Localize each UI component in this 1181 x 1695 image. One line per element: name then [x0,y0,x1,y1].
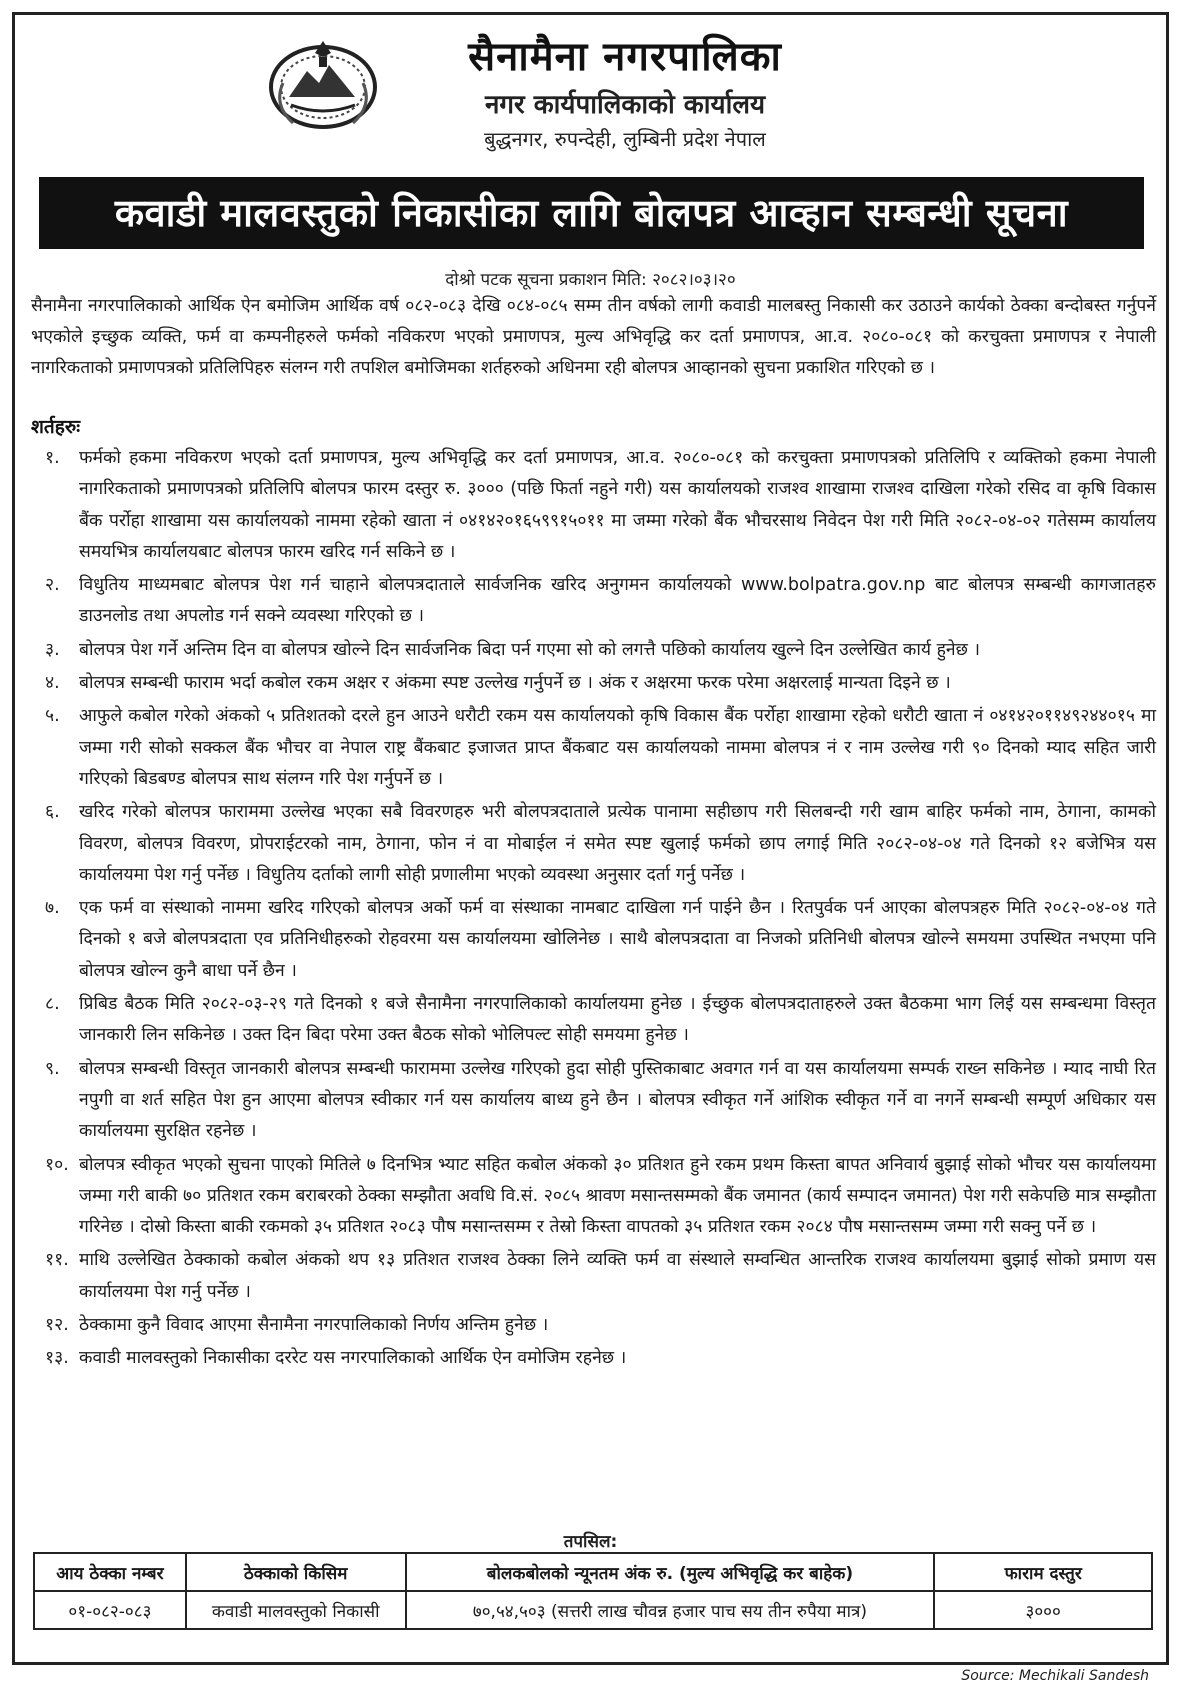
condition-item [31,443,1156,568]
nepal-government-emblem-icon [263,35,383,133]
condition-text: आफुले कबोल गरेको अंकको ५ प्रतिशतको दरले हुन आउने धरौटी रकम यस कार्यालयको कृषि विकास बैंक पर्रोहा शाखामा रहेको धरौटी खाता नं ०४१४२०११४९२४४०१५ मा जम्मा गरी सोको सक्कल बैंक भौचर वा नेपाल राष्ट्र बैंकबाट इजाजत प्राप्त बैंकबाट यस कार्यालयको नाममा बोलपत्र नं र नाम उल्लेख गरी ९० दिनको म्याद सहित जारी गरिएको बिडबण्ड बोलपत्र साथ संलग्न गरि पेश गर्नुपर्ने छ । [79,706,1156,789]
condition-number: ३. [45,639,60,660]
condition-number: ७. [45,898,60,919]
condition-item [31,1245,1156,1308]
condition-text: ठेक्कामा कुनै विवाद आएमा सैनामैना नगरपालिकाको निर्णय अन्तिम हुनेछ । [79,1315,549,1336]
condition-item [31,1310,1156,1341]
condition-item [31,1054,1156,1148]
notice-page [12,12,1169,1665]
condition-item [31,1150,1156,1244]
condition-number: ९. [45,1058,60,1079]
header [15,15,1166,173]
cell-minimum-bid: ७०,५४,५०३ (सत्तरी लाख चौवन्न हजार पाच सय तीन रुपैया मात्र) [406,1591,935,1629]
condition-text: बोलपत्र स्वीकृत भएको सुचना पाएको मितिले ७ दिनभित्र भ्याट सहित कबोल अंकको ३० प्रतिशत हुने रकम प्रथम किस्ता बापत अनिवार्य बुझाई सोको भौचर यस कार्यालयमा जम्मा गरी बाकी ७० प्रतिशत रकम बराबरको ठेक्का सम्झौता अवधि वि.सं. २०८५ श्रावण मसान्तसम्मको बैंक जमानत (कार्य सम्पादन जमानत) पेश गरी सकेपछि मात्र सम्झौता गरिनेछ । दोस्रो किस्ता बाकी रकमको ३५ प्रतिशत २०८३ पौष मसान्तसम्म र तेस्रो किस्ता वापतको ३५ प्रतिशत रकम २०८४ पौष मसान्तसम्म जम्मा गरी सक्नु पर्ने छ । [79,1154,1156,1238]
schedule-table [33,1552,1153,1630]
condition-text: फर्मको हकमा नविकरण भएको दर्ता प्रमाणपत्र, मुल्य अभिवृद्धि कर दर्ता प्रमाणपत्र, आ.व. २०८०-०८१ को करचुक्ता प्रमाणपत्रको प्रतिलिपि र व्यक्तिको हकमा नेपाली नागरिकताको प्रमाणपत्रको प्रतिलिपि बोलपत्र फारम दस्तुर रु. ३००० (पछि फिर्ता नहुने गरी) यस कार्यालयको राजश्व शाखामा राजश्व दाखिला गरेको रसिद वा कृषि विकास बैंक पर्रोहा शाखामा यस कार्यालयको नाममा रहेको खाता नं ०४१४२०१६५९९१५०११ मा जम्मा गरेको बैंक भौचरसाथ निवेदन पेश गरी मिति २०८२-०४-०२ गतेसम्म कार्यालय समयभित्र कार्यालयबाट बोलपत्र फारम खरिद गर्न सकिने छ । [79,448,1156,562]
condition-text: बोलपत्र पेश गर्ने अन्तिम दिन वा बोलपत्र खोल्ने दिन सार्वजनिक बिदा पर्न गएमा सो को लगत्तै पछिको कार्यालय खुल्ने दिन उल्लेखित कार्य हुनेछ । [79,639,981,660]
condition-number: ८. [45,994,60,1015]
conditions-list [31,443,1156,1377]
column-header-contract-number: आय ठेक्का नम्बर [34,1553,186,1591]
table-header-row [34,1553,1152,1591]
office-name: नगर कार्यपालिकाको कार्यालय [484,90,766,120]
condition-item [31,668,1156,699]
notice-title: कवाडी मालवस्तुको निकासीका लागि बोलपत्र आव्हान सम्बन्धी सूचना [39,177,1144,249]
intro-paragraph: सैनामैना नगरपालिकाको आर्थिक ऐन बमोजिम आर्थिक वर्ष ०८२-०८३ देखि ०८४-०८५ सम्म तीन वर्षको लागी कवाडी मालबस्तु निकासी कर उठाउने कार्यको ठेक्का बन्दोबस्त गर्नुपर्ने भएकोले इच्छुक व्यक्ति, फर्म वा कम्पनीहरुले फर्मको नविकरण भएको प्रमाणपत्र, मुल्य अभिवृद्धि कर दर्ता प्रमाणपत्र, आ.व. २०८०-०८१ को करचुक्ता प्रमाणपत्र र नेपाली नागरिकताको प्रमाणपत्रको प्रतिलिपिहरु संलग्न गरी तपशिल बमोजिमका शर्तहरुको अधिनमा रही बोलपत्र आव्हानको सुचना प्रकाशित गरिएको छ । [31,296,1156,378]
schedule-label: तपसिल: [563,1532,618,1552]
cell-contract-type: कवाडी मालवस्तुको निकासी [186,1591,406,1629]
publication-date: दोश्रो पटक सूचना प्रकाशन मिति: २०८२।०३।२० [445,270,736,290]
table-row [34,1591,1152,1629]
condition-number: ६. [45,802,60,823]
condition-text: माथि उल्लेखित ठेक्काको कबोल अंकको थप १३ प्रतिशत राजश्व ठेक्का लिने व्यक्ति फर्म वा संस्थाले सम्वन्धित आन्तरिक राजश्व कार्यालयमा बुझाई सोको प्रमाण यस कार्यालयमा पेश गर्नु पर्नेछ । [79,1250,1156,1302]
condition-item [31,701,1156,795]
condition-number: २. [45,575,60,596]
org-name: सैनामैना नगरपालिका [468,34,782,80]
condition-number: १. [45,448,60,468]
condition-item [31,989,1156,1052]
condition-number: ४. [45,673,60,694]
condition-text: खरिद गरेको बोलपत्र फाराममा उल्लेख भएका सबै विवरणहरु भरी बोलपत्रदाताले प्रत्येक पानामा सहीछाप गरी सिलबन्दी गरी खाम बाहिर फर्मको नाम, ठेगाना, कामको विवरण, बोलपत्र विवरण, प्रोपराईटरको नाम, ठेगाना, फोन नं वा मोबाईल नं समेत स्पष्ट खुलाई फर्मको छाप लगाई मिति २०८२-०४-०४ गते दिनको १२ बजेभित्र यस कार्यालयमा पेश गर्नु पर्नेछ । विधुतिय दर्ताको लागी सोही प्रणालीमा भएको व्यवस्था अनुसार दर्ता गर्नु पर्नेछ । [79,802,1156,885]
condition-text: प्रिबिड बैठक मिति २०८२-०३-२९ गते दिनको १ बजे सैनामैना नगरपालिकाको कार्यालयमा हुनेछ । ईच्छुक बोलपत्रदाताहरुले उक्त बैठकमा भाग लिई यस सम्बन्धमा विस्तृत जानकारी लिन सकिनेछ । उक्त दिन बिदा परेमा उक्त बैठक सोको भोलिपल्ट सोही समयमा हुनेछ । [79,994,1156,1046]
condition-text: विधुतिय माध्यमबाट बोलपत्र पेश गर्न चाहाने बोलपत्रदाताले सार्वजनिक खरिद अनुगमन कार्यालयको www.bolpatra.gov.np बाट बोलपत्र सम्बन्धी कागजातहरु डाउनलोड तथा अपलोड गर्न सक्ने व्यवस्था गरिएको छ । [79,575,1156,627]
column-header-contract-type: ठेक्काको किसिम [186,1553,406,1591]
condition-number: ५. [45,706,60,727]
condition-number: १०. [45,1154,69,1175]
conditions-heading: शर्तहरुः [31,416,81,438]
condition-item [31,1343,1156,1374]
column-header-form-fee: फाराम दस्तुर [934,1553,1152,1591]
condition-number: ११. [45,1250,69,1271]
condition-text: बोलपत्र सम्बन्धी फाराम भर्दा कबोल रकम अक्षर र अंकमा स्पष्ट उल्लेख गर्नुपर्ने छ । अंक र अक्षरमा फरक परेमा अक्षरलाई मान्यता दिइने छ । [79,673,951,694]
source-credit: Source: Mechikali Sandesh [961,1668,1149,1684]
condition-item [31,635,1156,666]
cell-form-fee: ३००० [934,1591,1152,1629]
condition-item [31,797,1156,891]
condition-item [31,570,1156,633]
condition-text: एक फर्म वा संस्थाको नाममा खरिद गरिएको बोलपत्र अर्को फर्म वा संस्थाका नामबाट दाखिला गर्न पाईने छैन । रितपुर्वक पर्न आएका बोलपत्रहरु मिति २०८२-०४-०४ गते दिनको १ बजे बोलपत्रदाता एव प्रतिनिधीहरुको रोहवरमा यस कार्यालयमा खोलिनेछ । साथै बोलपत्रदाता वा निजको प्रतिनिधी बोलपत्र खोल्ने समयमा उपस्थित नभएमा पनि बोलपत्र खोल्न कुनै बाधा पर्ने छैन । [79,898,1156,981]
cell-contract-number: ०१-०८२-०८३ [34,1591,186,1629]
condition-number: १३. [45,1348,69,1369]
column-header-minimum-bid: बोलकबोलको न्यूनतम अंक रु. (मुल्य अभिवृद्धि कर बाहेक) [406,1553,935,1591]
condition-item [31,893,1156,987]
condition-number: १२. [45,1315,69,1336]
office-address: बुद्धनगर, रुपन्देही, लुम्बिनी प्रदेश नेपाल [484,127,766,151]
condition-text: बोलपत्र सम्बन्धी विस्तृत जानकारी बोलपत्र सम्बन्धी फाराममा उल्लेख गरिएको हुदा सोही पुस्तिकाबाट अवगत गर्न वा यस कार्यालयमा सम्पर्क राख्न सकिनेछ । म्याद नाघी रित नपुगी वा शर्त सहित पेश हुन आएमा बोलपत्र स्वीकार गर्न यस कार्यालय बाध्य हुने छैन । बोलपत्र स्वीकृत गर्ने आंशिक स्वीकृत गर्ने वा नगर्ने सम्बन्धी सम्पूर्ण अधिकार यस कार्यालयमा सुरक्षित रहनेछ । [79,1058,1156,1142]
condition-text: कवाडी मालवस्तुको निकासीका दररेट यस नगरपालिकाको आर्थिक ऐन वमोजिम रहनेछ । [79,1348,627,1369]
